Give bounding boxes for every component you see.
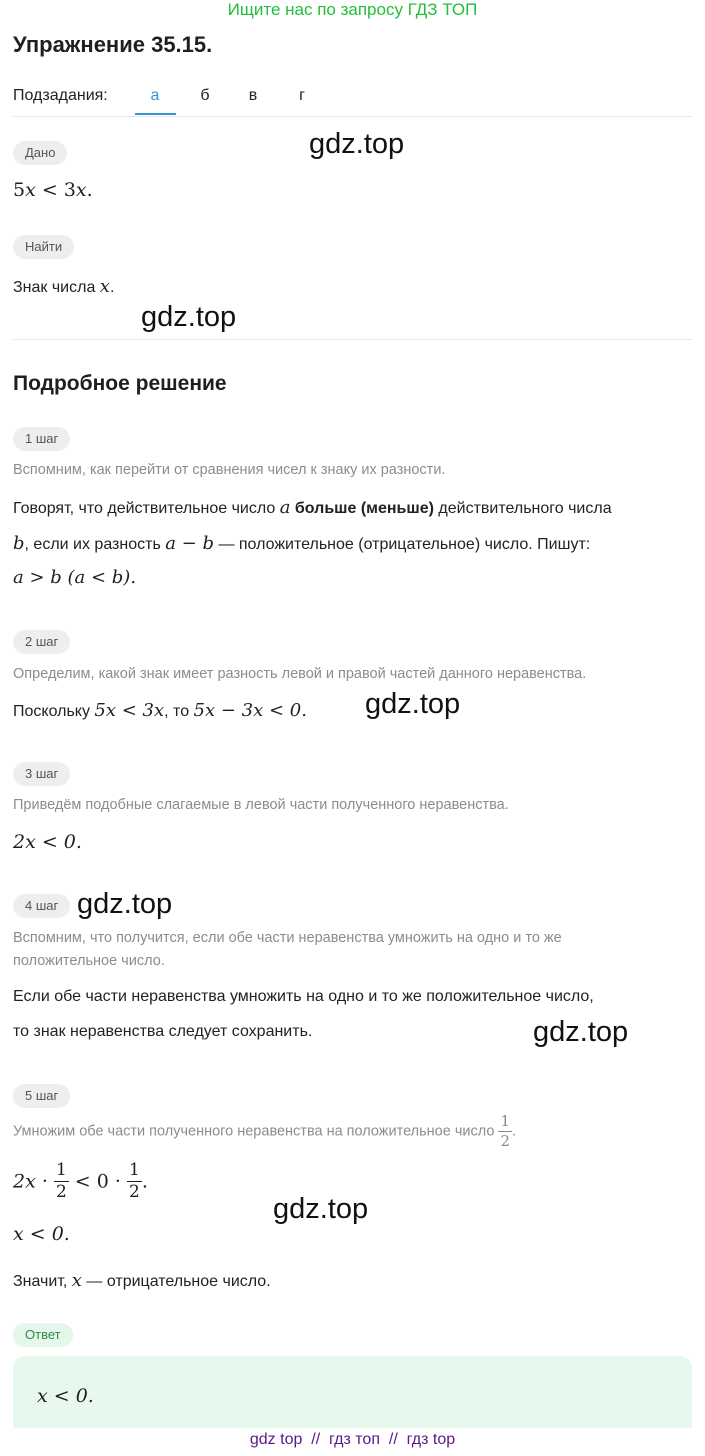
tab-a[interactable]: а bbox=[150, 87, 160, 104]
step-5-conclusion: Значит, x — отрицательное число. bbox=[13, 1270, 271, 1291]
active-tab-indicator bbox=[135, 113, 176, 115]
step-2-badge: 2 шаг bbox=[13, 630, 70, 654]
watermark: gdz.top bbox=[365, 688, 461, 720]
step-1-paragraph: Говорят, что действительное число a больше (меньше) действительного числа bbox=[13, 497, 612, 518]
footer-links[interactable]: gdz top // гдз топ // гдз top bbox=[249, 1431, 456, 1448]
subtasks-label: Подзадания: bbox=[13, 87, 108, 104]
step-5-hint: Умножим обе части полученного неравенства на положительное число $\frac{1}{2}$ . bbox=[13, 1112, 517, 1150]
step-3-hint: Приведём подобные слагаемые в левой части полученного неравенства. bbox=[13, 797, 509, 813]
find-text: Знак числа x. bbox=[13, 276, 115, 297]
step-1-hint: Вспомним, как перейти от сравнения чисел к знаку их разности. bbox=[13, 462, 446, 478]
watermark: gdz.top bbox=[273, 1193, 369, 1225]
step-4-line-2: то знак неравенства следует сохранить. bbox=[13, 1023, 313, 1040]
tab-v[interactable]: в bbox=[248, 87, 258, 104]
step-3-expression: 2x < 0. bbox=[13, 831, 82, 853]
step-4-badge: 4 шаг bbox=[13, 894, 70, 918]
step-4-line-1: Если обе части неравенства умножить на одно и то же положительное число, bbox=[13, 988, 594, 1005]
fraction-one-half: $\frac{1}{2}$ bbox=[500, 1112, 511, 1150]
answer-expression: x < 0. bbox=[37, 1385, 94, 1407]
step-5-equation-1: 2x · $\frac{1}{2}$ < 0 · $\frac{1}{2}$ . bbox=[13, 1160, 148, 1202]
fraction-one-half: $\frac{1}{2}$ bbox=[55, 1160, 67, 1202]
watermark: gdz.top bbox=[533, 1016, 629, 1048]
step-5-badge: 5 шаг bbox=[13, 1084, 70, 1108]
watermark: gdz.top bbox=[309, 128, 405, 160]
step-4-hint-line-1: Вспомним, что получится, если обе части неравенства умножить на одно и то же bbox=[13, 930, 562, 946]
step-5-equation-2: x < 0. bbox=[13, 1223, 70, 1245]
watermark: gdz.top bbox=[77, 888, 173, 920]
solution-heading: Подробное решение bbox=[13, 372, 227, 395]
given-expression: 5x < 3x. bbox=[13, 179, 93, 201]
step-3-badge: 3 шаг bbox=[13, 762, 70, 786]
fraction-one-half: $\frac{1}{2}$ bbox=[128, 1160, 140, 1202]
step-1-badge: 1 шаг bbox=[13, 427, 70, 451]
step-2-hint: Определим, какой знак имеет разность левой и правой частей данного неравенства. bbox=[13, 666, 587, 682]
tabs-divider bbox=[13, 116, 692, 117]
step-1-formula: a > b (a < b). bbox=[13, 567, 137, 588]
tab-g[interactable]: г bbox=[299, 87, 305, 104]
answer-badge: Ответ bbox=[13, 1323, 73, 1347]
answer-box bbox=[13, 1356, 692, 1428]
step-4-hint-line-2: положительное число. bbox=[13, 953, 165, 969]
step-2-text: Поскольку 5x < 3x, то 5x − 3x < 0. bbox=[13, 700, 307, 721]
given-badge: Дано bbox=[13, 141, 67, 165]
watermark: gdz.top bbox=[141, 301, 237, 333]
find-badge: Найти bbox=[13, 235, 74, 259]
promo-banner[interactable]: Ищите нас по запросу ГДЗ ТОП bbox=[227, 0, 478, 19]
tab-b[interactable]: б bbox=[200, 87, 210, 104]
section-divider bbox=[13, 339, 692, 340]
page-title: Упражнение 35.15. bbox=[13, 32, 213, 57]
step-1-paragraph-2: b, если их разность a − b — положительное (отрицательное) число. Пишут: bbox=[13, 533, 591, 554]
